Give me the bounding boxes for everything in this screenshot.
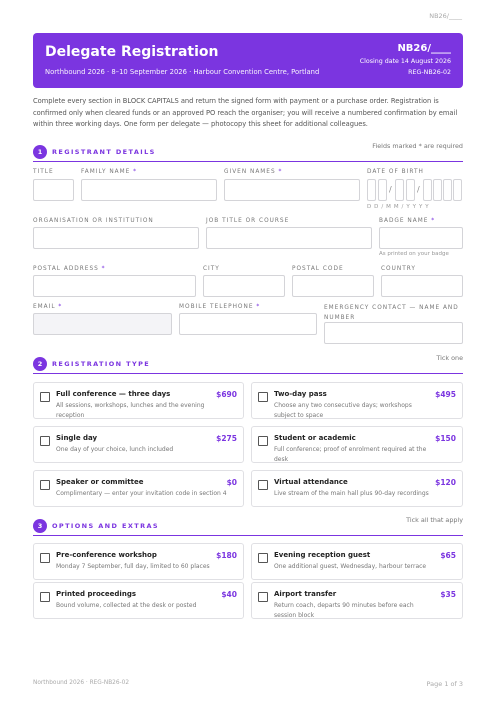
extra-option-card[interactable] [33,543,244,580]
section-options-extras [33,516,463,536]
emergency-contact-field[interactable] [324,322,463,344]
option-title: Speaker or committee [56,478,144,486]
option-price: $495 [435,390,456,399]
option-price: $690 [216,390,237,399]
extra-option-checkbox[interactable] [40,553,50,563]
extra-option-checkbox[interactable] [258,553,268,563]
registration-option-card[interactable] [251,426,463,463]
mobile-label: MOBILE TELEPHONE * [179,304,261,310]
postal-address-field[interactable] [33,275,196,297]
section-hint: Tick all that apply [406,516,463,524]
dob-year-4[interactable] [453,179,462,201]
option-price: $0 [226,478,237,487]
email-field[interactable] [33,313,172,335]
option-title: Airport transfer [274,590,337,598]
event-subtitle: Northbound 2026 · 8–10 September 2026 · Harbour Convention Centre, Portland [45,68,320,76]
section-hint: Tick one [436,354,463,362]
email-label: EMAIL * [33,304,63,310]
mobile-field[interactable] [179,313,317,335]
registration-option-checkbox[interactable] [258,480,268,490]
page-number: Page 1 of 3 [426,680,463,688]
intro-text: Complete every section in BLOCK CAPITALS and return the signed form with payment or a purchase order. Registration is confirmed only when cleared funds or an approved PO reach the organiser; you will receive a numbered confirmation by email within three working days. One form per delegate — photocopy this sheet for additional colleagues. [33,97,458,129]
emergency-contact-label: EMERGENCY CONTACT — NAME AND NUMBER [324,305,459,321]
option-description: All sessions, workshops, lunches and the evening reception [56,402,205,419]
country-field[interactable] [381,275,463,297]
option-description: Choose any two consecutive days; workshops subject to space [274,402,412,419]
registration-option-card[interactable] [251,382,463,419]
form-code: REG-NB26-02 [408,69,451,76]
title-field[interactable] [33,179,74,201]
option-title: Virtual attendance [274,478,348,486]
option-price: $120 [435,478,456,487]
section-registration-type [33,354,463,374]
registration-option-checkbox[interactable] [40,436,50,446]
badge-name-field[interactable] [379,227,463,249]
form-reference: NB26/____ [397,43,451,54]
registration-option-card[interactable] [33,382,244,419]
registration-option-checkbox[interactable] [40,480,50,490]
section-number: 2 [33,357,47,371]
page-title: Delegate Registration [45,44,219,60]
option-price: $275 [216,434,237,443]
option-description: Live stream of the main hall plus 90-day recordings [274,490,429,497]
section-number: 1 [33,145,47,159]
country-label: COUNTRY [381,266,416,272]
option-price: $180 [216,551,237,560]
closing-date: Closing date 14 August 2026 [359,58,451,65]
section-registrant-details [33,142,463,162]
badge-name-label: BADGE NAME * [379,218,436,224]
option-price: $65 [440,551,456,560]
extra-option-card[interactable] [33,582,244,619]
section-number: 3 [33,519,47,533]
title-label: TITLE [33,169,54,175]
dob-label: DATE OF BIRTH [367,169,424,175]
option-price: $150 [435,434,456,443]
registration-option-card[interactable] [251,470,463,507]
job-title-field[interactable] [206,227,372,249]
dob-format-hint: D D / M M / Y Y Y Y [367,204,430,210]
option-title: Student or academic [274,434,356,442]
registration-option-checkbox[interactable] [258,392,268,402]
option-description: One additional guest, Wednesday, harbour terrace [274,563,427,570]
extra-option-checkbox[interactable] [40,592,50,602]
given-names-field[interactable] [224,179,360,201]
dob-slash: / [417,185,420,194]
option-price: $40 [221,590,237,599]
dob-month-1[interactable] [395,179,404,201]
option-description: Monday 7 September, full day, limited to 60 places [56,563,210,570]
registration-option-card[interactable] [33,470,244,507]
section-hint: Fields marked * are required [372,142,463,150]
postal-code-label: POSTAL CODE [292,266,344,272]
postal-address-label: POSTAL ADDRESS * [33,266,106,272]
extra-option-card[interactable] [251,543,463,580]
footer-left: Northbound 2026 · REG-NB26-02 [33,680,130,686]
dob-month-2[interactable] [406,179,415,201]
family-name-label: FAMILY NAME * [81,169,138,175]
dob-year-3[interactable] [443,179,452,201]
top-reference: NB26/____ [429,12,462,20]
option-description: Bound volume, collected at the desk or posted [56,602,197,609]
extra-option-card[interactable] [251,582,463,619]
organisation-field[interactable] [33,227,199,249]
option-description: Complimentary — enter your invitation code in section 4 [56,490,227,497]
job-title-label: JOB TITLE OR COURSE [206,218,290,224]
dob-day-2[interactable] [378,179,387,201]
option-title: Printed proceedings [56,590,136,598]
option-description: Return coach, departs 90 minutes before each session block [274,602,414,619]
city-label: CITY [203,266,220,272]
city-field[interactable] [203,275,285,297]
family-name-field[interactable] [81,179,217,201]
option-title: Two-day pass [274,390,327,398]
dob-year-2[interactable] [433,179,442,201]
dob-slash: / [389,185,392,194]
postal-code-field[interactable] [292,275,374,297]
option-title: Pre-conference workshop [56,551,157,559]
organisation-label: ORGANISATION OR INSTITUTION [33,218,154,224]
registration-option-checkbox[interactable] [40,392,50,402]
header-banner [33,33,463,88]
option-title: Full conference — three days [56,390,171,398]
extra-option-checkbox[interactable] [258,592,268,602]
registration-option-checkbox[interactable] [258,436,268,446]
option-title: Evening reception guest [274,551,371,559]
registration-option-card[interactable] [33,426,244,463]
given-names-label: GIVEN NAMES * [224,169,283,175]
section-title: REGISTRATION TYPE [52,360,151,368]
option-description: One day of your choice, lunch included [56,446,174,453]
section-title: OPTIONS AND EXTRAS [52,522,159,530]
option-price: $35 [440,590,456,599]
dob-year-1[interactable] [423,179,432,201]
dob-day-1[interactable] [367,179,376,201]
badge-name-note: As printed on your badge [379,251,449,257]
option-title: Single day [56,434,98,442]
option-description: Full conference; proof of enrolment required at the desk [274,446,427,463]
section-title: REGISTRANT DETAILS [52,148,156,156]
